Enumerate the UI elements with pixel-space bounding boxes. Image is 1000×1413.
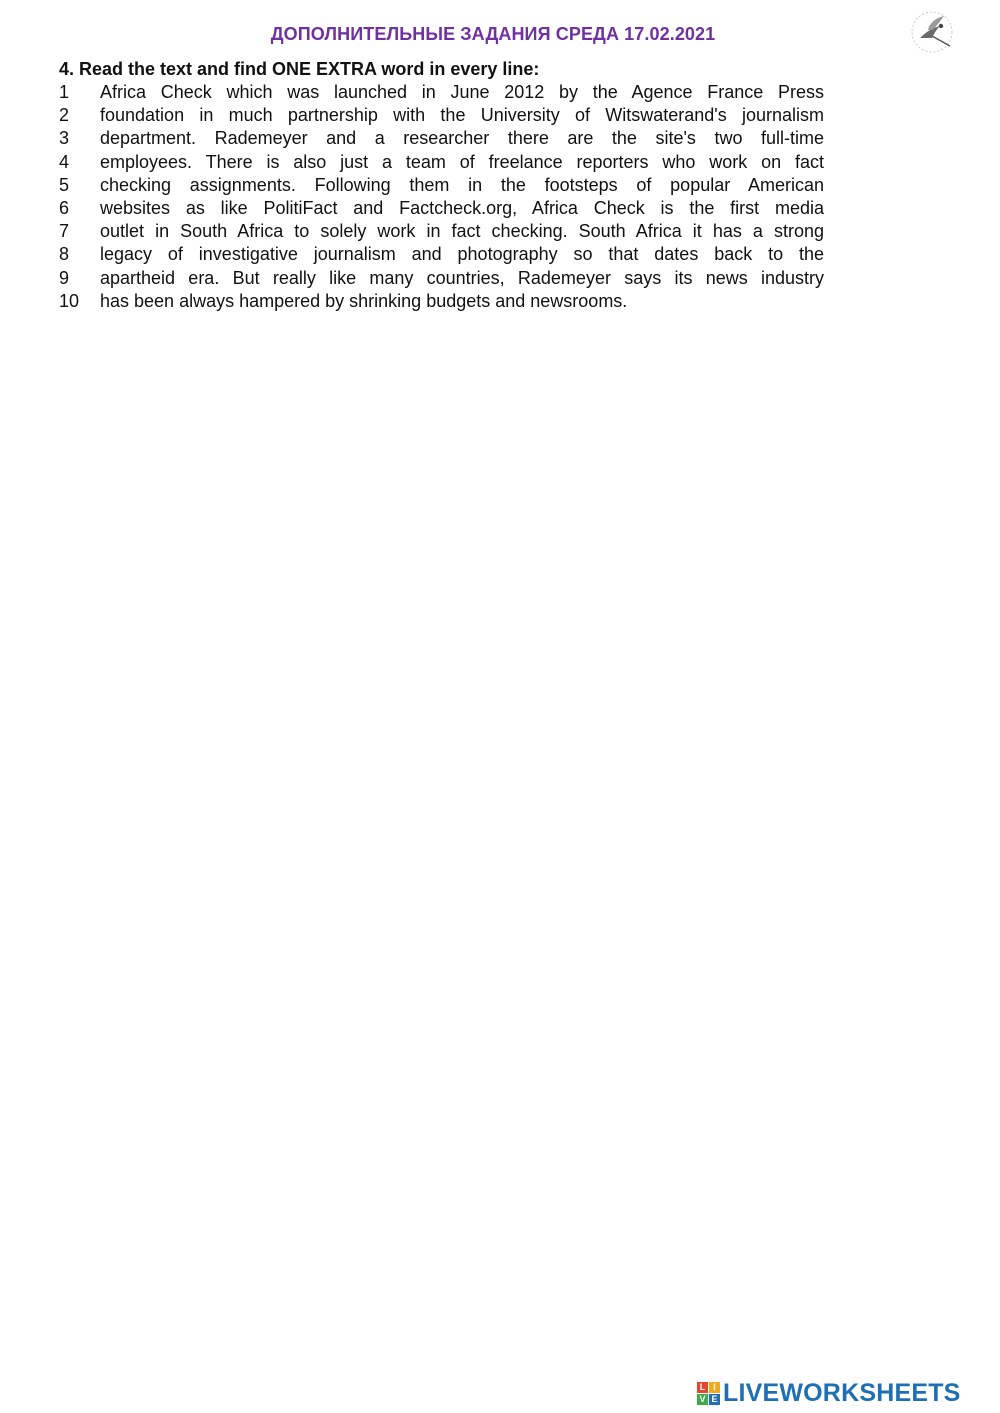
- badge-letter: L: [697, 1382, 708, 1393]
- text-line: [59, 243, 824, 266]
- line-number: 10: [59, 290, 80, 311]
- line-text: department. Rademeyer and a researcher there are the site's two full-time: [100, 128, 824, 149]
- badge-letter: V: [697, 1394, 708, 1405]
- line-number: 5: [59, 174, 70, 195]
- brand-name: LIVEWORKSHEETS: [723, 1378, 961, 1407]
- bird-logo-icon: [906, 8, 958, 56]
- task-title: 4. Read the text and find ONE EXTRA word in every line:: [59, 59, 540, 79]
- text-line: [59, 197, 824, 220]
- text-line: [59, 104, 824, 127]
- line-text: Africa Check which was launched in June 2012 by the Agence France Press: [100, 82, 824, 102]
- line-number: 1: [59, 82, 70, 102]
- line-text: has been always hampered by shrinking budgets and newsrooms.: [100, 290, 628, 311]
- badge-letter: I: [709, 1382, 720, 1393]
- line-text: foundation in much partnership with the University of Witswaterand's journalism: [100, 105, 824, 126]
- text-line: [59, 267, 824, 290]
- page-header-title: ДОПОЛНИТЕЛЬНЫЕ ЗАДАНИЯ СРЕДА 17.02.2021: [270, 24, 716, 44]
- badge-letter: E: [709, 1394, 720, 1405]
- text-line: [59, 220, 824, 243]
- text-line: [59, 127, 824, 150]
- liveworksheets-brand[interactable]: [697, 1378, 961, 1408]
- liveworksheets-logo-icon: [697, 1382, 720, 1405]
- line-text: legacy of investigative journalism and photography so that dates back to the: [100, 244, 824, 265]
- text-line: [59, 81, 824, 104]
- text-line: [59, 174, 824, 197]
- line-number: 2: [59, 105, 70, 126]
- line-text: websites as like PolitiFact and Factcheck.org, Africa Check is the first media: [100, 197, 824, 218]
- line-number: 4: [59, 151, 70, 172]
- text-line: [59, 290, 824, 313]
- line-number: 9: [59, 267, 70, 288]
- line-number: 6: [59, 197, 70, 218]
- numbered-text: [59, 81, 824, 313]
- line-text: checking assignments. Following them in the footsteps of popular American: [100, 174, 824, 195]
- line-number: 8: [59, 244, 70, 265]
- line-text: employees. There is also just a team of freelance reporters who work on fact: [100, 151, 824, 172]
- line-number: 7: [59, 221, 70, 242]
- line-number: 3: [59, 128, 70, 149]
- line-text: outlet in South Africa to solely work in fact checking. South Africa it has a strong: [100, 221, 824, 242]
- text-line: [59, 151, 824, 174]
- line-text: apartheid era. But really like many countries, Rademeyer says its news industry: [100, 267, 824, 288]
